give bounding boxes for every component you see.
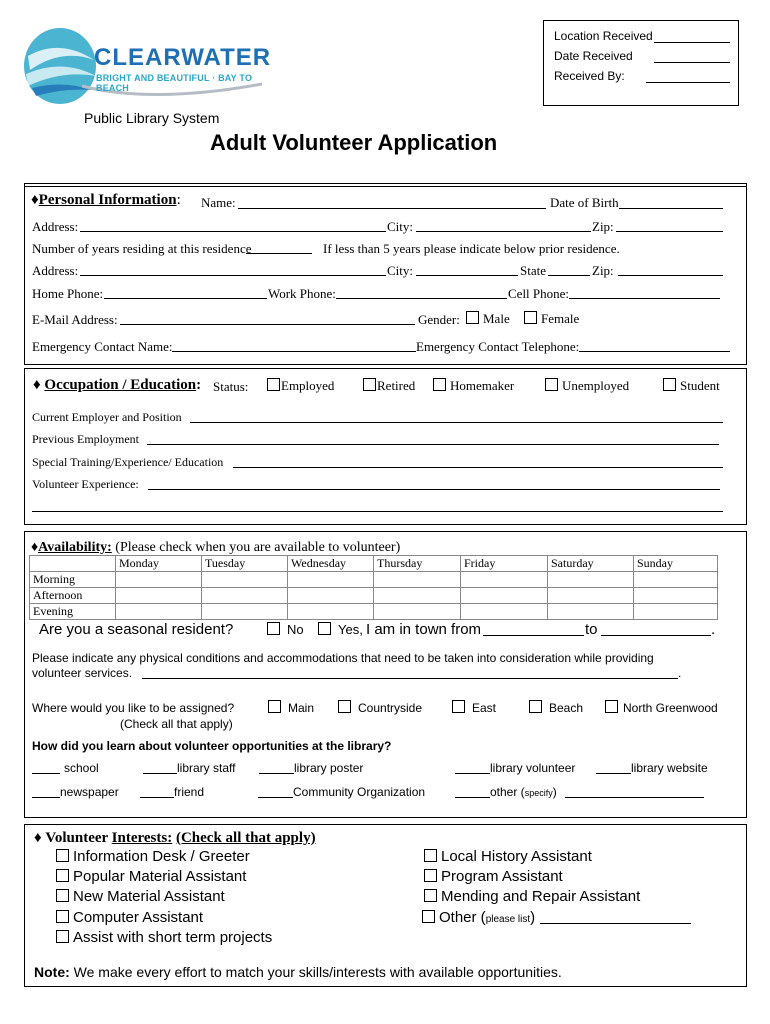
note-text: We make every effort to match your skills/interests with available opportunities.: [73, 964, 562, 980]
conditions-field[interactable]: [142, 678, 678, 679]
prior-address-label: Address:: [32, 263, 79, 278]
interest-mending-repair[interactable]: [424, 888, 640, 905]
personal-info-section: [24, 183, 747, 365]
interests-heading: [34, 830, 316, 847]
personal-heading-colon: :: [176, 192, 181, 208]
prior-state-label: State: [520, 263, 546, 278]
interest-popular-material[interactable]: [56, 868, 246, 885]
in-town-from-label: I am in town from: [366, 621, 482, 638]
male-checkbox[interactable]: [466, 311, 479, 324]
day-header: Tuesday: [202, 556, 288, 572]
other-blank[interactable]: [455, 797, 490, 798]
interests-heading-pre: Volunteer: [45, 830, 112, 846]
employed-checkbox[interactable]: [267, 378, 280, 391]
seasonal-yes-checkbox[interactable]: [318, 622, 331, 635]
email-field[interactable]: [120, 324, 415, 325]
location-main[interactable]: [268, 700, 314, 715]
day-header: Wednesday: [288, 556, 374, 572]
countryside-checkbox[interactable]: [338, 700, 351, 713]
beach-checkbox[interactable]: [529, 700, 542, 713]
bullet-icon: ♦: [33, 377, 41, 393]
table-row: [30, 572, 718, 588]
seasonal-no-checkbox[interactable]: [267, 622, 280, 635]
source-library-staff: library staff: [177, 761, 236, 775]
years-field[interactable]: [246, 253, 312, 254]
north-greenwood-checkbox[interactable]: [605, 700, 618, 713]
library-poster-blank[interactable]: [259, 773, 294, 774]
in-town-to-field[interactable]: [601, 635, 711, 636]
time-label: Morning: [30, 572, 116, 588]
interest-label: Local History Assistant: [441, 848, 592, 865]
female-label: Female: [541, 311, 580, 326]
male-label: Male: [483, 311, 510, 326]
slot-cell[interactable]: [374, 604, 461, 620]
main-label: Main: [288, 701, 315, 715]
cell-phone-field[interactable]: [569, 298, 720, 299]
interests-note: [34, 964, 562, 980]
please-list-label: please list: [485, 914, 531, 925]
status-student[interactable]: [663, 378, 720, 394]
student-checkbox[interactable]: [663, 378, 676, 391]
availability-heading: [31, 540, 400, 556]
gender-female-option[interactable]: [524, 311, 579, 327]
occupation-heading-text: Occupation / Education: [44, 377, 197, 393]
slot-cell[interactable]: [288, 588, 374, 604]
work-phone-field[interactable]: [336, 298, 507, 299]
prior-zip-label: Zip:: [592, 263, 614, 278]
personal-heading-text: Personal Information: [38, 192, 177, 208]
community-org-blank[interactable]: [258, 797, 293, 798]
time-label: Evening: [30, 604, 116, 620]
slot-cell[interactable]: [288, 572, 374, 588]
availability-table: [29, 555, 718, 620]
page-title: Adult Volunteer Application: [210, 130, 498, 155]
prior-city-field[interactable]: [416, 275, 518, 276]
bullet-icon: ♦: [34, 830, 42, 846]
retired-label: Retired: [377, 378, 416, 393]
library-system-label: Public Library System: [84, 110, 220, 126]
emergency-name-field[interactable]: [172, 351, 416, 352]
source-library-volunteer: library volunteer: [490, 761, 576, 775]
library-staff-blank[interactable]: [143, 773, 177, 774]
interest-label: Information Desk / Greeter: [73, 848, 250, 865]
seasonal-yes-option[interactable]: [318, 622, 363, 637]
status-label: Status:: [213, 379, 249, 394]
occupation-heading-colon: :: [196, 377, 202, 393]
table-row: [30, 604, 718, 620]
emergency-phone-label: Emergency Contact Telephone:: [416, 339, 580, 354]
availability-note: (Please check when you are available to volunteer): [115, 540, 401, 555]
library-website-blank[interactable]: [596, 773, 631, 774]
interest-checkbox[interactable]: [56, 889, 69, 902]
interest-label: Other (: [439, 909, 486, 926]
table-row: [30, 556, 718, 572]
beach-label: Beach: [549, 701, 584, 715]
interests-heading-note: (Check all that apply): [175, 830, 316, 846]
interest-label: Popular Material Assistant: [73, 868, 247, 885]
homemaker-checkbox[interactable]: [433, 378, 446, 391]
interest-checkbox[interactable]: [56, 930, 69, 943]
slot-cell[interactable]: [202, 572, 288, 588]
slot-cell[interactable]: [461, 588, 548, 604]
received-by-line[interactable]: [646, 82, 730, 83]
interest-checkbox[interactable]: [56, 910, 69, 923]
home-phone-field[interactable]: [104, 298, 267, 299]
occupation-heading: [33, 377, 201, 394]
slot-cell[interactable]: [548, 588, 634, 604]
office-use-box: [543, 20, 739, 106]
bullet-icon: ♦: [31, 540, 39, 555]
library-volunteer-blank[interactable]: [455, 773, 490, 774]
status-unemployed[interactable]: [545, 378, 629, 394]
dob-field[interactable]: [619, 208, 723, 209]
interest-other-field[interactable]: [540, 923, 691, 924]
training-field[interactable]: [233, 467, 723, 468]
location-received-label: Location Received: [554, 29, 653, 43]
prior-city-label: City:: [387, 263, 414, 278]
prior-zip-field[interactable]: [618, 275, 723, 276]
previous-employment-field[interactable]: [147, 444, 719, 445]
table-corner-cell: [30, 556, 116, 572]
slot-cell[interactable]: [374, 572, 461, 588]
source-newspaper: newspaper: [60, 785, 119, 799]
period: .: [678, 666, 682, 680]
training-label: Special Training/Experience/ Education: [32, 455, 224, 469]
current-employer-field[interactable]: [190, 422, 723, 423]
day-header: Sunday: [634, 556, 718, 572]
bullet-icon: ♦: [31, 192, 39, 208]
day-header: Thursday: [374, 556, 461, 572]
unemployed-label: Unemployed: [562, 378, 630, 393]
source-other: [490, 785, 557, 799]
volunteer-experience-field[interactable]: [148, 489, 720, 490]
retired-checkbox[interactable]: [363, 378, 376, 391]
slot-cell[interactable]: [634, 604, 718, 620]
volunteer-experience-field-2[interactable]: [32, 511, 723, 512]
note-label: Note:: [34, 964, 70, 980]
prior-state-field[interactable]: [548, 275, 590, 276]
employed-label: Employed: [281, 378, 335, 393]
interest-label: Mending and Repair Assistant: [441, 888, 641, 905]
interest-information-desk[interactable]: [56, 848, 250, 865]
slot-cell[interactable]: [548, 604, 634, 620]
student-label: Student: [680, 378, 720, 393]
cell-phone-label: Cell Phone:: [508, 286, 570, 301]
interests-heading-text: Interests:: [111, 830, 173, 846]
gender-label: Gender:: [418, 312, 460, 327]
specify-label: specify: [524, 788, 553, 798]
countryside-label: Countryside: [358, 701, 423, 715]
source-community-organization: Community Organization: [293, 785, 426, 799]
slot-cell[interactable]: [461, 572, 548, 588]
name-field[interactable]: [238, 208, 546, 209]
seasonal-no-option[interactable]: [267, 622, 304, 637]
interest-other[interactable]: [422, 909, 535, 926]
interest-label: Assist with short term projects: [73, 929, 273, 946]
source-other-label: other (: [490, 785, 525, 799]
time-label: Afternoon: [30, 588, 116, 604]
interest-local-history[interactable]: [424, 848, 592, 865]
interest-checkbox[interactable]: [56, 869, 69, 882]
close-paren: ): [552, 785, 557, 799]
location-beach[interactable]: [529, 700, 583, 715]
interest-checkbox[interactable]: [422, 910, 435, 923]
volunteer-experience-label: Volunteer Experience:: [32, 477, 139, 491]
dob-label: Date of Birth: [550, 195, 619, 210]
interest-label: Program Assistant: [441, 868, 563, 885]
personal-heading: [31, 192, 181, 209]
emergency-name-label: Emergency Contact Name:: [32, 339, 173, 354]
slot-cell[interactable]: [116, 572, 202, 588]
assign-note: (Check all that apply): [120, 717, 233, 731]
clearwater-logo: [22, 26, 272, 106]
home-phone-label: Home Phone:: [32, 286, 104, 301]
slot-cell[interactable]: [116, 588, 202, 604]
seasonal-yes-label: Yes,: [338, 622, 363, 637]
assign-question: Where would you like to be assigned?: [32, 701, 235, 715]
female-checkbox[interactable]: [524, 311, 537, 324]
status-employed[interactable]: [267, 378, 334, 394]
date-received-label: Date Received: [554, 49, 633, 63]
slot-cell[interactable]: [374, 588, 461, 604]
seasonal-no-label: No: [287, 622, 304, 637]
years-note: If less than 5 years please indicate below prior residence.: [323, 241, 620, 256]
status-retired[interactable]: [363, 378, 415, 394]
slot-cell[interactable]: [288, 604, 374, 620]
email-label: E-Mail Address:: [32, 312, 118, 327]
slot-cell[interactable]: [202, 588, 288, 604]
location-countryside[interactable]: [338, 700, 422, 715]
interest-checkbox[interactable]: [424, 889, 437, 902]
slot-cell[interactable]: [634, 588, 718, 604]
close-paren: ): [530, 909, 536, 926]
slot-cell[interactable]: [116, 604, 202, 620]
name-label: Name:: [201, 195, 236, 210]
period: .: [711, 621, 716, 638]
date-received-line[interactable]: [654, 62, 730, 63]
availability-heading-text: Availability:: [38, 540, 112, 555]
other-specify-field[interactable]: [565, 797, 704, 798]
logo-tagline: BRIGHT AND BEAUTIFUL · BAY TO BEACH: [96, 73, 253, 93]
main-checkbox[interactable]: [268, 700, 281, 713]
newspaper-blank[interactable]: [32, 797, 60, 798]
interest-checkbox[interactable]: [424, 849, 437, 862]
address-field[interactable]: [80, 231, 386, 232]
interest-checkbox[interactable]: [56, 849, 69, 862]
homemaker-label: Homemaker: [450, 378, 515, 393]
city-field[interactable]: [416, 231, 591, 232]
previous-employment-label: Previous Employment: [32, 432, 139, 446]
source-library-poster: library poster: [294, 761, 364, 775]
day-header: Saturday: [548, 556, 634, 572]
interest-label: Computer Assistant: [73, 909, 204, 926]
years-label: Number of years residing at this residence: [32, 241, 252, 256]
slot-cell[interactable]: [548, 572, 634, 588]
day-header: Friday: [461, 556, 548, 572]
current-employer-label: Current Employer and Position: [32, 410, 182, 424]
source-school: school: [64, 761, 99, 775]
location-received-line[interactable]: [654, 42, 730, 43]
east-checkbox[interactable]: [452, 700, 465, 713]
gender-male-option[interactable]: [466, 311, 510, 327]
interest-checkbox[interactable]: [424, 869, 437, 882]
in-town-from-field[interactable]: [483, 635, 584, 636]
logo-brand-text: CLEARWATER: [94, 44, 272, 71]
interest-new-material[interactable]: [56, 888, 225, 905]
slot-cell[interactable]: [634, 572, 718, 588]
unemployed-checkbox[interactable]: [545, 378, 558, 391]
slot-cell[interactable]: [202, 604, 288, 620]
source-friend: friend: [174, 785, 205, 799]
school-blank[interactable]: [32, 773, 60, 774]
east-label: East: [472, 701, 497, 715]
conditions-label-1: Please indicate any physical conditions and accommodations that need to be taken into consideration while providing: [32, 651, 654, 665]
slot-cell[interactable]: [461, 604, 548, 620]
table-row: [30, 588, 718, 604]
zip-field[interactable]: [616, 231, 723, 232]
north-greenwood-label: North Greenwood: [623, 701, 718, 715]
conditions-label-2: volunteer services.: [32, 666, 133, 680]
location-north-greenwood[interactable]: [605, 700, 718, 715]
learn-question: How did you learn about volunteer opportunities at the library?: [32, 739, 392, 753]
prior-address-field[interactable]: [80, 275, 386, 276]
in-town-to-label: to: [585, 621, 598, 638]
interest-computer-assistant[interactable]: [56, 909, 203, 926]
location-east[interactable]: [452, 700, 496, 715]
interest-program-assistant[interactable]: [424, 868, 563, 885]
source-library-website: library website: [631, 761, 708, 775]
work-phone-label: Work Phone:: [268, 286, 336, 301]
interest-label: New Material Assistant: [73, 888, 225, 905]
interest-short-term-projects[interactable]: [56, 929, 272, 946]
friend-blank[interactable]: [140, 797, 174, 798]
status-homemaker[interactable]: [433, 378, 514, 394]
seasonal-question: Are you a seasonal resident?: [39, 621, 234, 638]
received-by-label: Received By:: [554, 69, 625, 83]
zip-label: Zip:: [592, 219, 614, 234]
emergency-phone-field[interactable]: [579, 351, 730, 352]
city-label: City:: [387, 219, 414, 234]
day-header: Monday: [116, 556, 202, 572]
address-label: Address:: [32, 219, 79, 234]
